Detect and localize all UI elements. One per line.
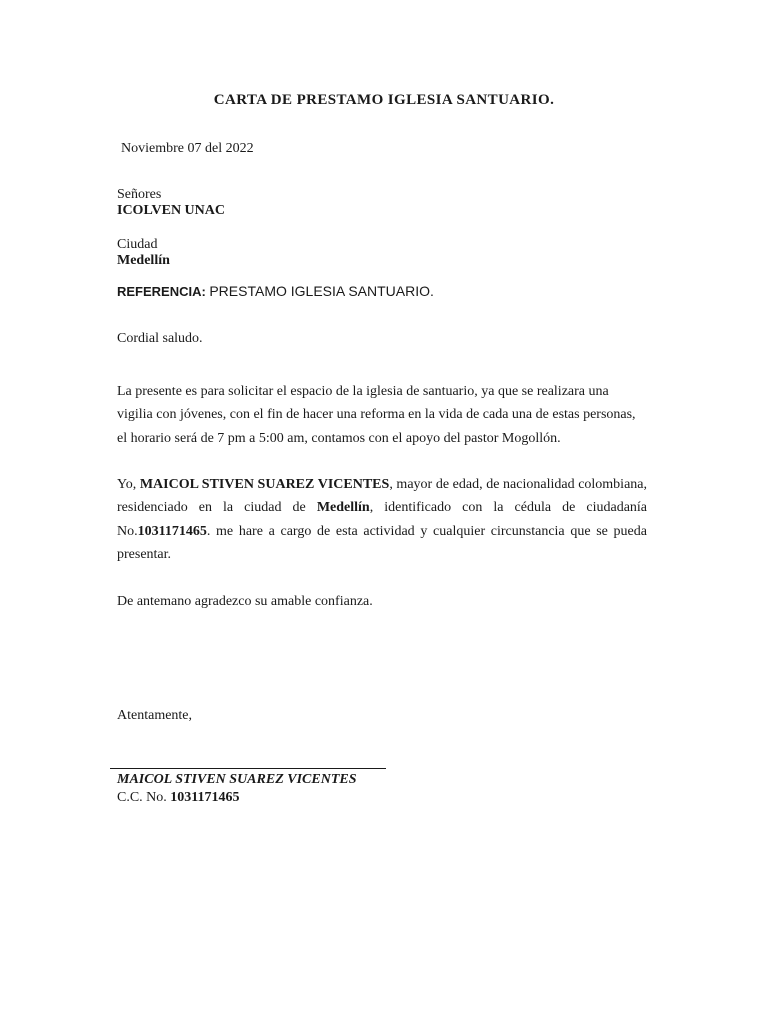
body2-name: MAICOL STIVEN SUAREZ VICENTES (139, 477, 390, 492)
body-paragraph-1 (117, 380, 647, 450)
signature-name: MAICOL STIVEN SUAREZ VICENTES (117, 772, 357, 787)
body-line: vigilia con jóvenes, con el fin de hacer una reforma en la vida de cada una de estas personas, (117, 407, 636, 423)
body2-text-a: , mayor de edad, de nacionalidad colombiana, residenciado en la ciudad de (117, 477, 647, 516)
letter-date: Noviembre 07 del 2022 (121, 141, 254, 156)
thanks-line: De antemano agradezco su amable confianza. (117, 594, 373, 609)
signature-id-number: 1031171465 (170, 790, 240, 805)
body-line: La presente es para solicitar el espacio de la iglesia de santuario, ya que se realizara una (117, 384, 609, 399)
body2-id-number: 1031171465 (137, 523, 207, 539)
body2-text-c: . me hare a cargo de esta actividad y cualquier circunstancia que se pueda presentar. (117, 523, 647, 562)
recipient-city-label: Ciudad (117, 237, 158, 252)
body2-city: Medellín (316, 500, 370, 516)
closing-line: Atentamente, (117, 708, 193, 723)
letter-title: CARTA DE PRESTAMO IGLESIA SANTUARIO. (213, 92, 555, 108)
recipient-name: ICOLVEN UNAC (117, 203, 226, 218)
signature-line (110, 768, 386, 769)
body-paragraph-2 (117, 473, 647, 566)
reference-text: PRESTAMO IGLESIA SANTUARIO. (209, 283, 434, 299)
body-line: el horario será de 7 pm a 5:00 am, contamos con el apoyo del pastor Mogollón. (117, 430, 561, 446)
body2-text-b: , identificado con la cédula de ciudadanía No. (117, 500, 648, 539)
signature-id-label: C.C. No. (117, 790, 171, 805)
reference-line (117, 283, 434, 301)
greeting: Cordial saludo. (117, 331, 203, 346)
recipient-city: Medellín (117, 253, 170, 268)
signature-id (117, 789, 240, 806)
body2-prefix: Yo, (117, 477, 140, 492)
recipient-salutation: Señores (117, 187, 162, 202)
reference-label: REFERENCIA: (117, 284, 206, 299)
